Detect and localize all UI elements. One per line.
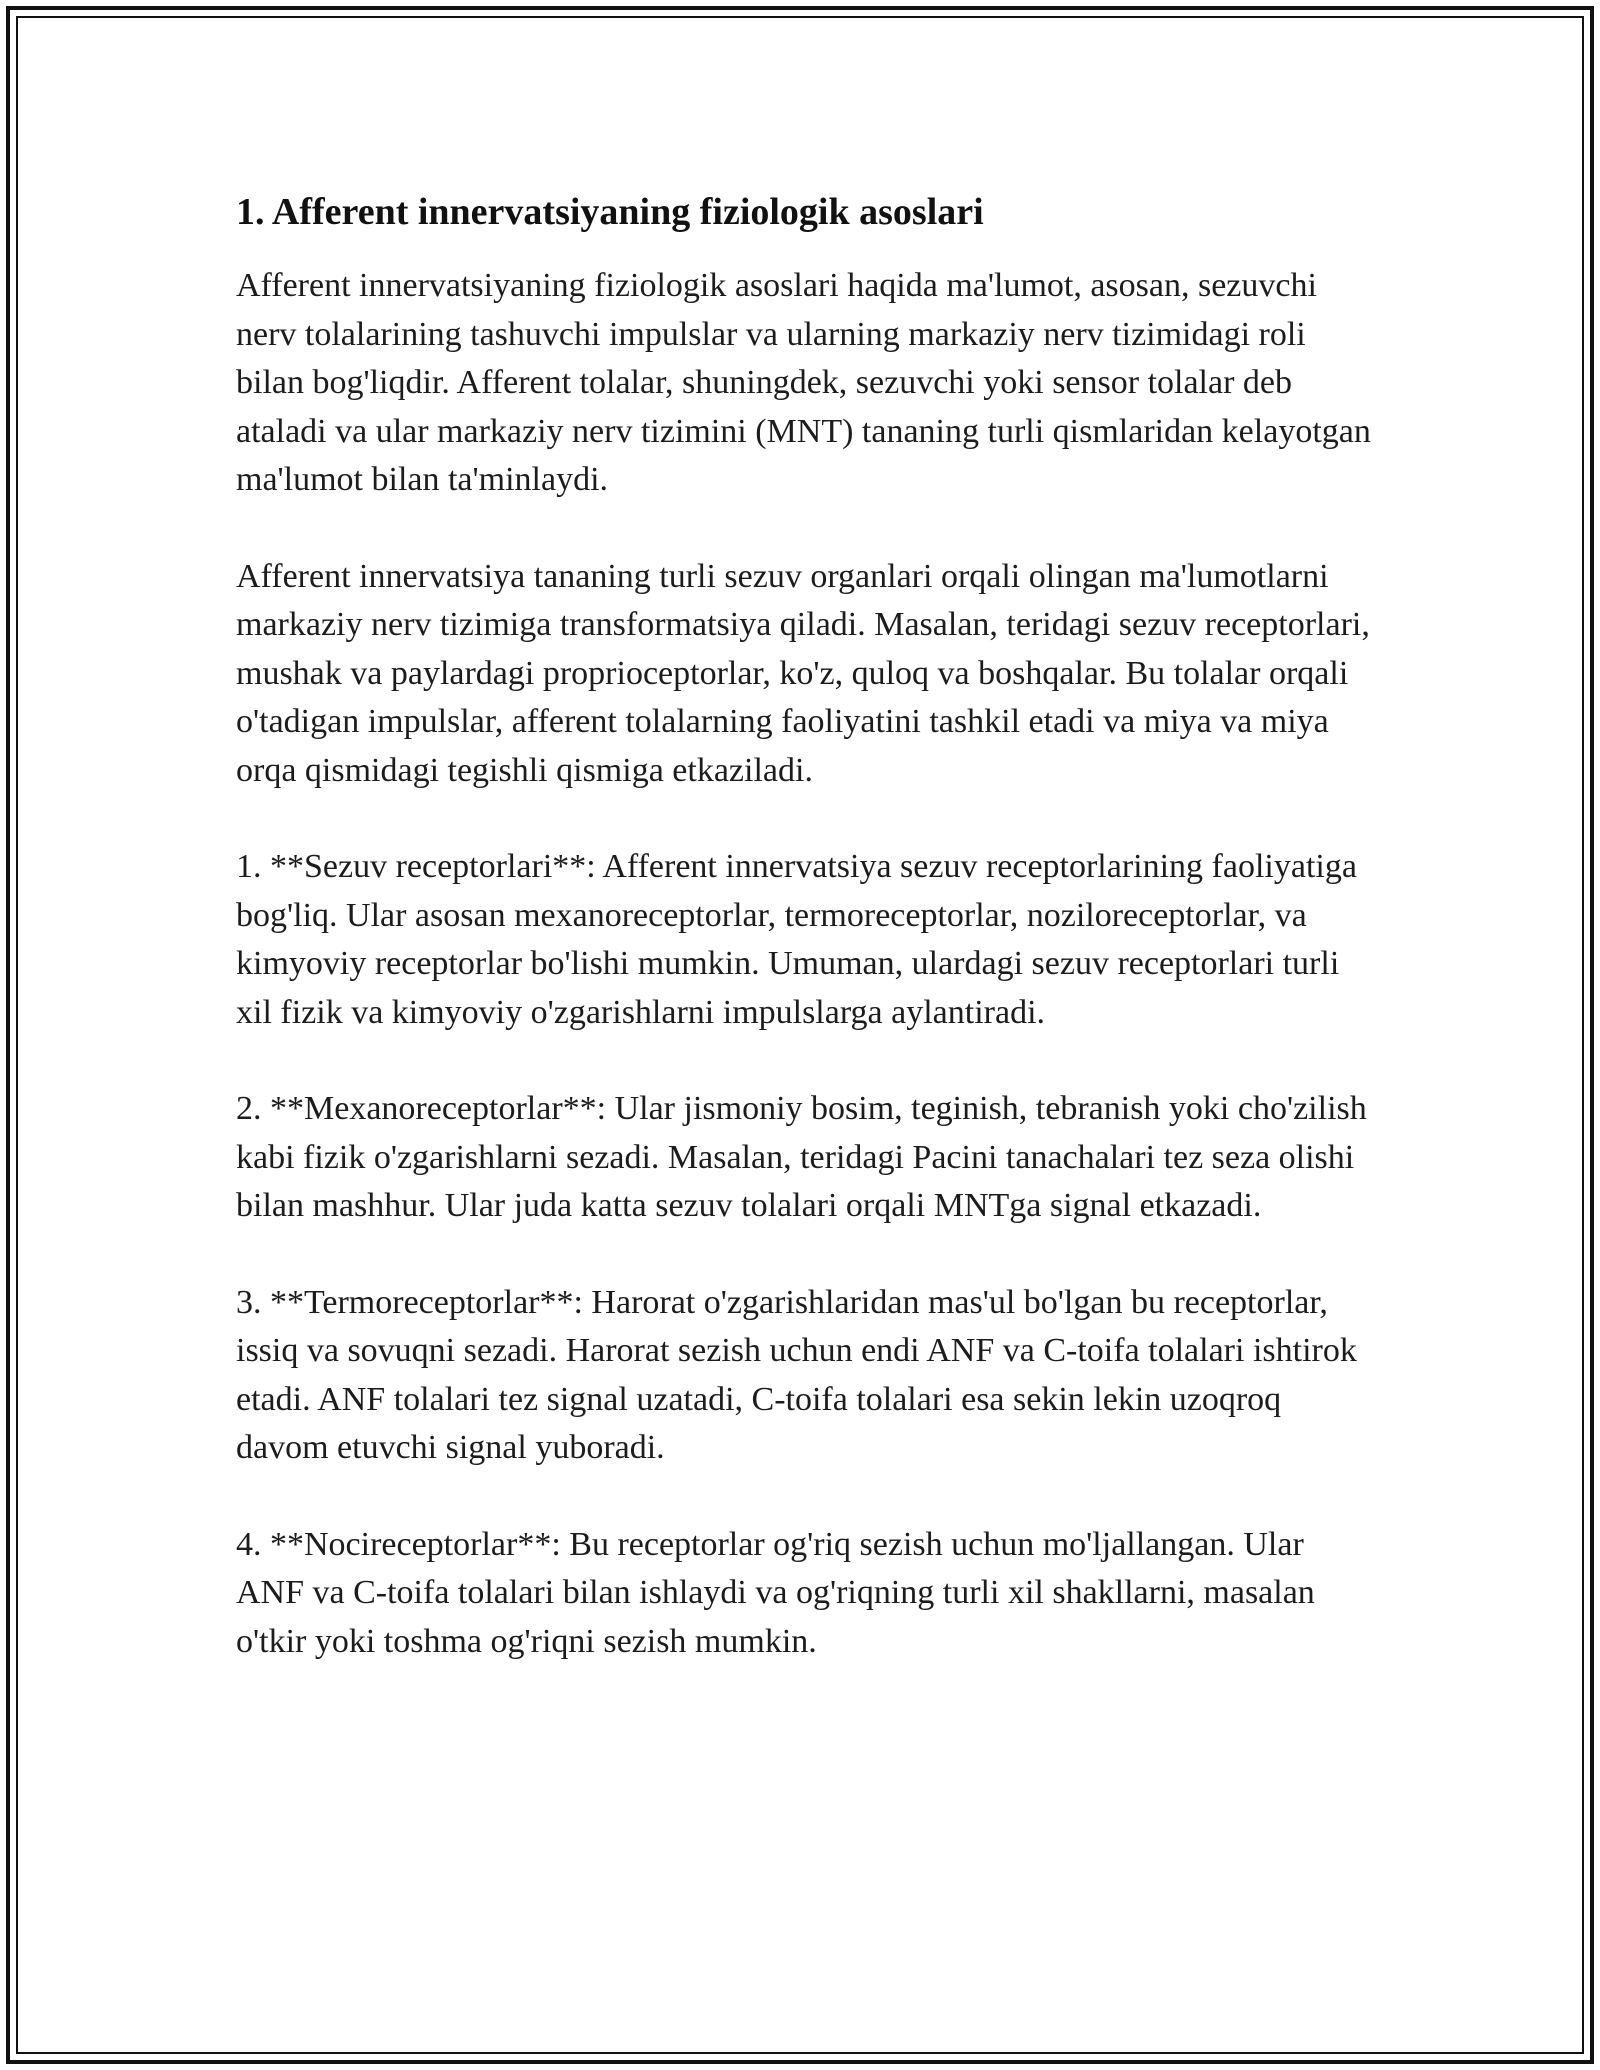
paragraph-afferent-transformation: Afferent innervatsiya tananing turli sezuv organlari orqali olingan ma'lumotlarni markaziy nerv tizimiga transformatsiya qiladi. Masalan, teridagi sezuv receptorlari, mushak va paylardagi proprioceptorlar, ko'z, quloq va boshqalar. Bu tolalar orqali o'tadigan impulslar, afferent tolalarning faoliyatini tashkil etadi va miya va miya orqa qismidagi tegishli qismiga etkaziladi. [236, 557, 1370, 789]
list-item-mexanoreceptorlar: 2. **Mexanoreceptorlar**: Ular jismoniy bosim, teginish, tebranish yoki cho'zilish kabi fizik o'zgarishlarni sezadi. Masalan, teridagi Pacini tanachalari tez seza olishi bilan mashhur. Ular juda katta sezuv tolalari orqali MNTga signal etkazadi. [236, 1090, 1367, 1224]
list-item-sezuv-receptorlari: 1. **Sezuv receptorlari**: Afferent innervatsiya sezuv receptorlarining faoliyatiga bog'liq. Ular asosan mexanoreceptorlar, termoreceptorlar, noziloreceptorlar, va kimyoviy receptorlar bo'lishi mumkin. Umuman, ulardagi sezuv receptorlari turli xil fizik va kimyoviy o'zgarishlarni impulslarga aylantiradi. [236, 848, 1357, 1031]
paragraph-intro: Afferent innervatsiyaning fiziologik asoslari haqida ma'lumot, asosan, sezuvchi nerv tolalarining tashuvchi impulslar va ularning markaziy nerv tizimidagi roli bilan bog'liqdir. Afferent tolalar, shuningdek, sezuvchi yoki sensor tolalar deb ataladi va ular markaziy nerv tizimini (MNT) tananing turli qismlaridan kelayotgan ma'lumot bilan ta'minlaydi. [236, 267, 1371, 498]
list-item-nocireceptorlar: 4. **Nocireceptorlar**: Bu receptorlar og'riq sezish uchun mo'ljallangan. Ular ANF va C-toifa tolalari bilan ishlaydi va og'riqning turli xil shakllarni, masalan o'tkir yoki toshma og'riqni sezish mumkin. [236, 1525, 1315, 1660]
section-heading: 1. Afferent innervatsiyaning fiziologik asoslari [236, 191, 984, 233]
document-body [236, 186, 1376, 1714]
list-item-termoreceptorlar: 3. **Termoreceptorlar**: Harorat o'zgarishlaridan mas'ul bo'lgan bu receptorlar, issiq va sovuqni sezadi. Harorat sezish uchun endi ANF va C-toifa tolalari ishtirok etadi. ANF tolalari tez signal uzatadi, C-toifa tolalari esa sekin lekin uzoqroq davom etuvchi signal yuboradi. [236, 1283, 1357, 1466]
